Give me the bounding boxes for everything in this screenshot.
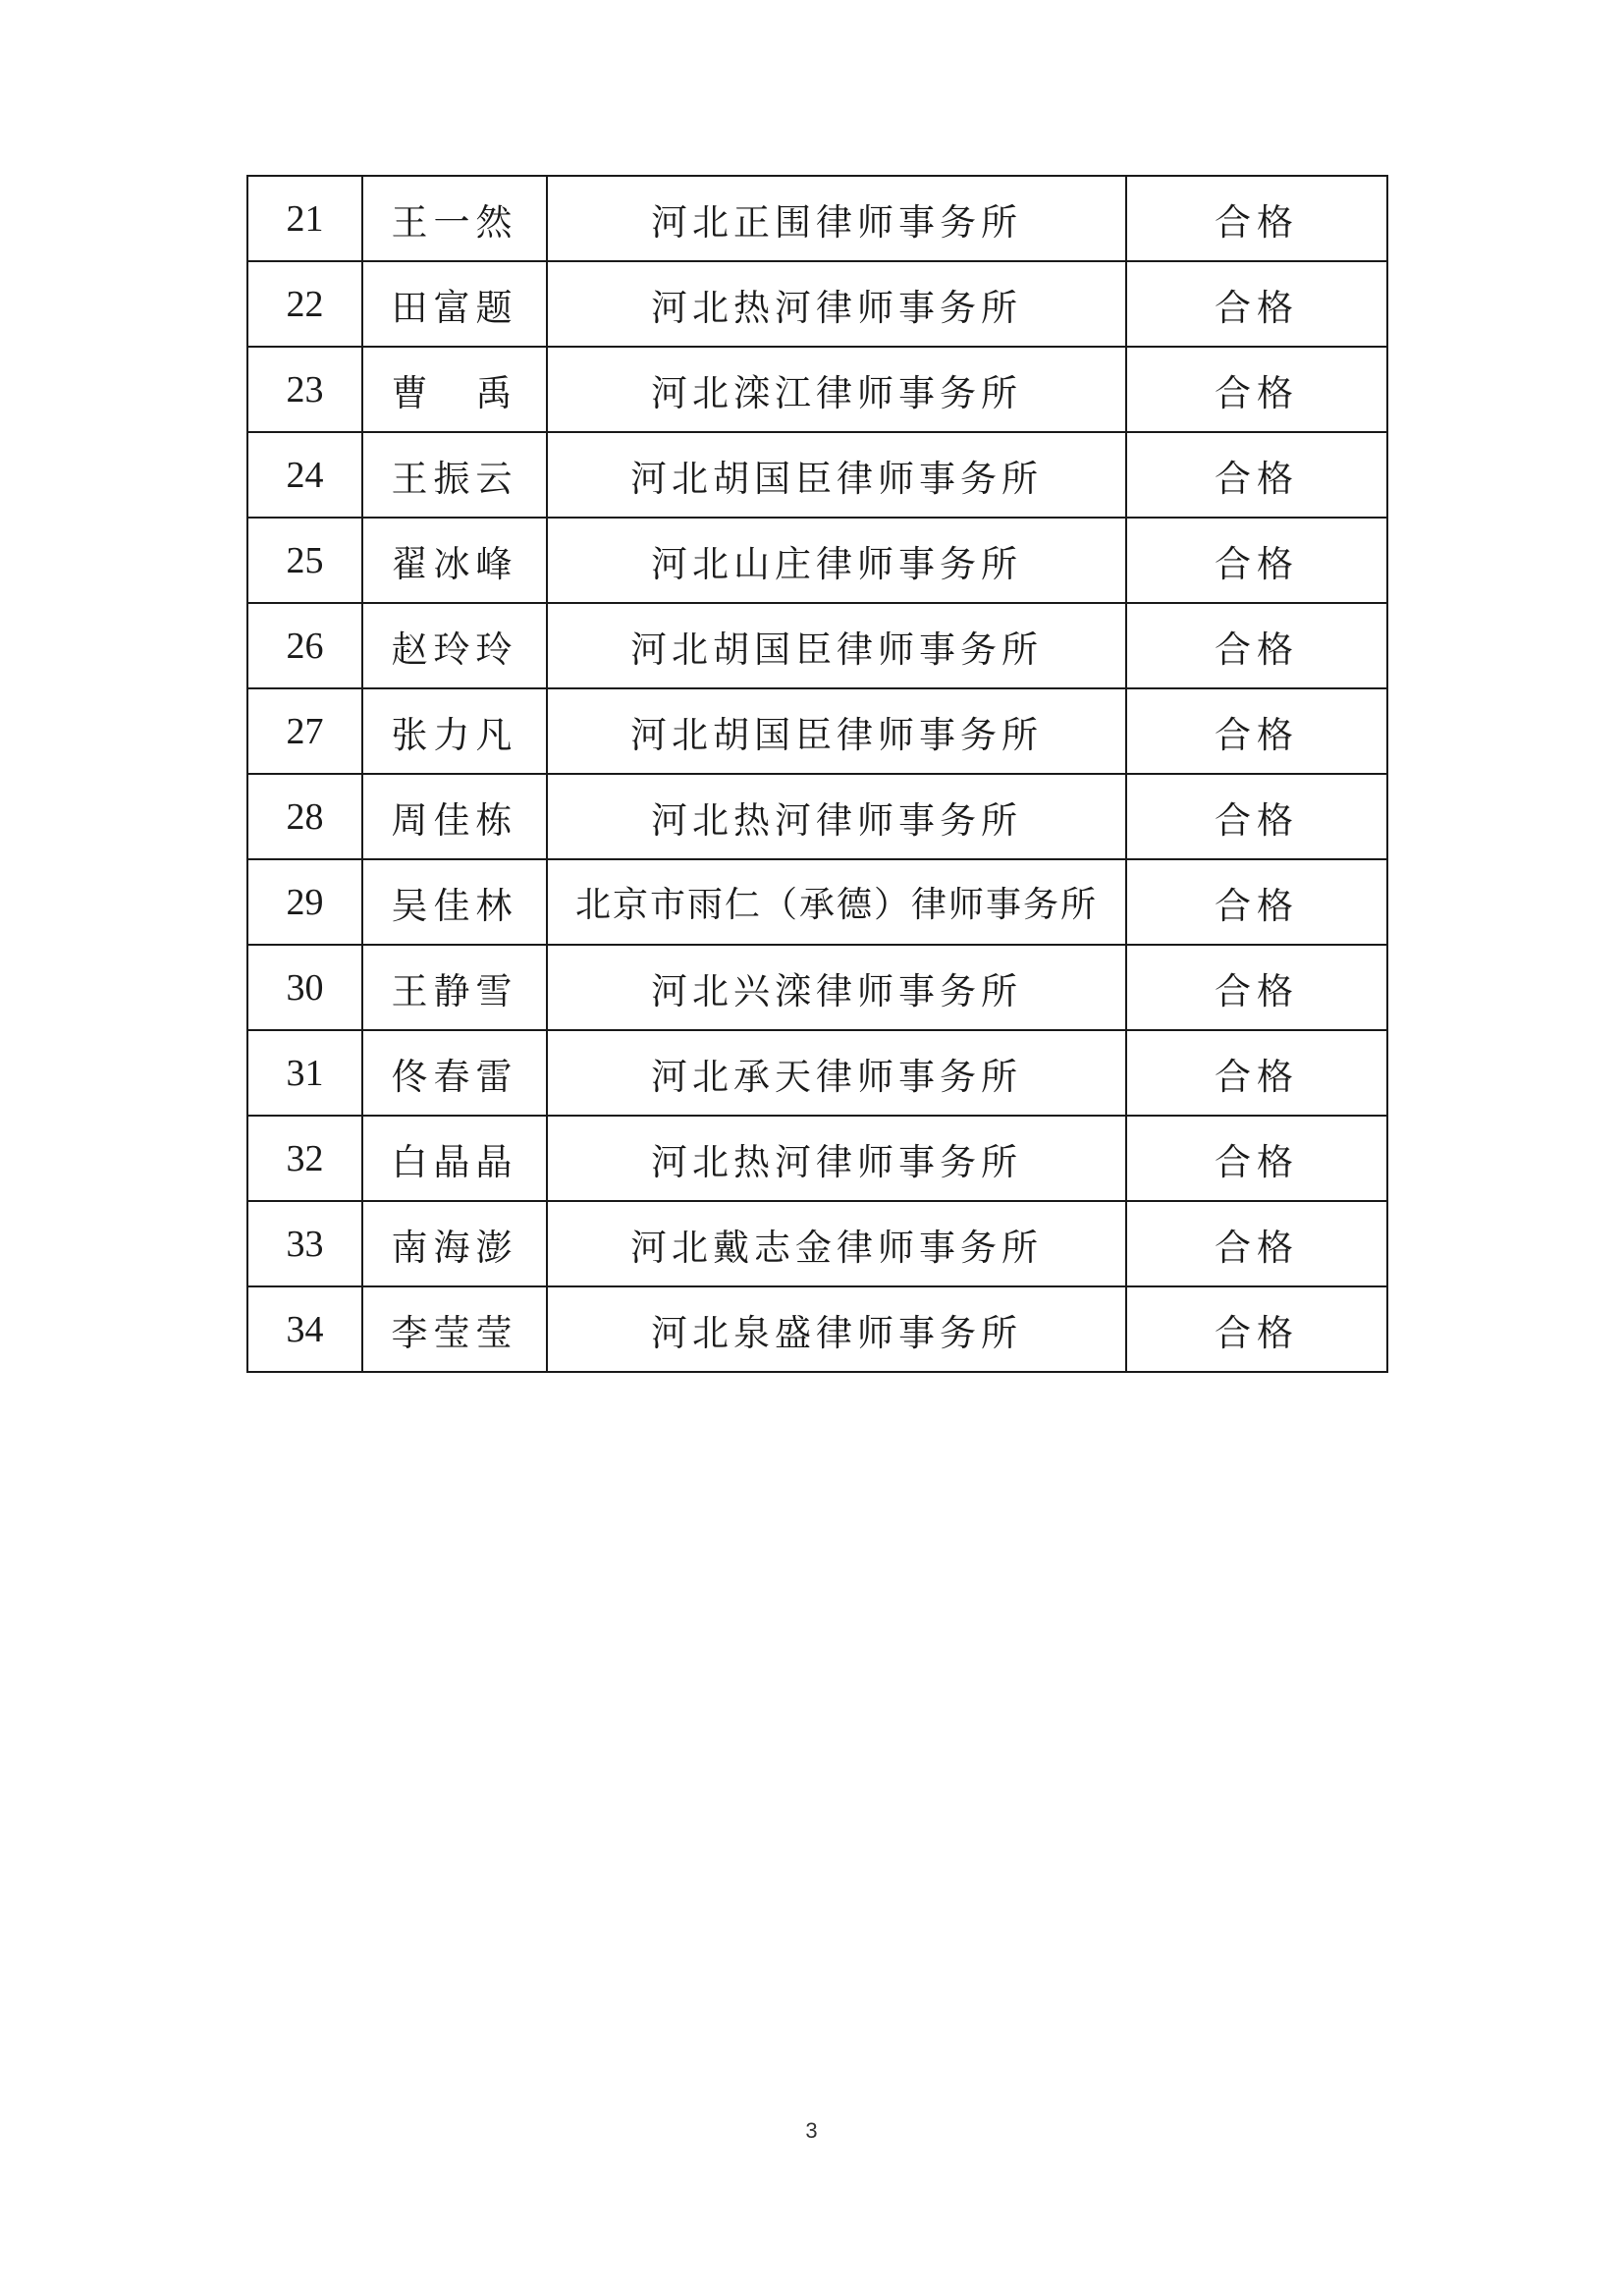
person-name: 王振云 — [362, 432, 547, 518]
row-number: 33 — [247, 1201, 362, 1286]
law-firm: 河北山庄律师事务所 — [547, 518, 1126, 603]
law-firm: 河北滦江律师事务所 — [547, 347, 1126, 432]
row-number: 26 — [247, 603, 362, 688]
assessment-result: 合格 — [1126, 176, 1387, 261]
person-name: 曹 禹 — [362, 347, 547, 432]
row-number: 30 — [247, 945, 362, 1030]
row-number: 28 — [247, 774, 362, 859]
assessment-result: 合格 — [1126, 603, 1387, 688]
law-firm: 河北泉盛律师事务所 — [547, 1286, 1126, 1372]
assessment-result: 合格 — [1126, 518, 1387, 603]
law-firm: 河北胡国臣律师事务所 — [547, 432, 1126, 518]
row-number: 31 — [247, 1030, 362, 1116]
assessment-result: 合格 — [1126, 432, 1387, 518]
row-number: 29 — [247, 859, 362, 945]
assessment-result: 合格 — [1126, 1201, 1387, 1286]
assessment-result: 合格 — [1126, 1116, 1387, 1201]
row-number: 27 — [247, 688, 362, 774]
assessment-result: 合格 — [1126, 688, 1387, 774]
person-name: 周佳栋 — [362, 774, 547, 859]
law-firm: 河北胡国臣律师事务所 — [547, 603, 1126, 688]
law-firm: 河北戴志金律师事务所 — [547, 1201, 1126, 1286]
law-firm: 河北兴滦律师事务所 — [547, 945, 1126, 1030]
law-firm: 河北热河律师事务所 — [547, 1116, 1126, 1201]
table-row — [247, 774, 1387, 859]
row-number: 24 — [247, 432, 362, 518]
table-row — [247, 261, 1387, 347]
assessment-result: 合格 — [1126, 261, 1387, 347]
table-row — [247, 945, 1387, 1030]
assessment-result: 合格 — [1126, 1286, 1387, 1372]
page-number: 3 — [805, 2118, 818, 2143]
law-firm: 河北胡国臣律师事务所 — [547, 688, 1126, 774]
table-row — [247, 688, 1387, 774]
law-firm: 河北承天律师事务所 — [547, 1030, 1126, 1116]
person-name: 王一然 — [362, 176, 547, 261]
assessment-result: 合格 — [1126, 774, 1387, 859]
person-name: 南海澎 — [362, 1201, 547, 1286]
law-firm: 河北热河律师事务所 — [547, 261, 1126, 347]
law-firm: 河北正围律师事务所 — [547, 176, 1126, 261]
person-name: 赵玲玲 — [362, 603, 547, 688]
person-name: 白晶晶 — [362, 1116, 547, 1201]
results-table-body — [247, 176, 1387, 1372]
law-firm: 河北热河律师事务所 — [547, 774, 1126, 859]
table-row — [247, 1030, 1387, 1116]
assessment-result: 合格 — [1126, 347, 1387, 432]
assessment-result: 合格 — [1126, 859, 1387, 945]
row-number: 22 — [247, 261, 362, 347]
person-name: 李莹莹 — [362, 1286, 547, 1372]
table-row — [247, 603, 1387, 688]
table-row — [247, 1116, 1387, 1201]
person-name: 张力凡 — [362, 688, 547, 774]
table-row — [247, 1201, 1387, 1286]
table-row — [247, 347, 1387, 432]
person-name: 王静雪 — [362, 945, 547, 1030]
results-table — [246, 175, 1388, 1373]
table-row — [247, 432, 1387, 518]
person-name: 吴佳林 — [362, 859, 547, 945]
person-name: 翟冰峰 — [362, 518, 547, 603]
table-row — [247, 859, 1387, 945]
law-firm: 北京市雨仁（承德）律师事务所 — [547, 859, 1126, 945]
row-number: 25 — [247, 518, 362, 603]
table-row — [247, 1286, 1387, 1372]
table-row — [247, 518, 1387, 603]
person-name: 田富题 — [362, 261, 547, 347]
row-number: 21 — [247, 176, 362, 261]
person-name: 佟春雷 — [362, 1030, 547, 1116]
table-row — [247, 176, 1387, 261]
assessment-result: 合格 — [1126, 1030, 1387, 1116]
row-number: 32 — [247, 1116, 362, 1201]
assessment-result: 合格 — [1126, 945, 1387, 1030]
row-number: 23 — [247, 347, 362, 432]
row-number: 34 — [247, 1286, 362, 1372]
